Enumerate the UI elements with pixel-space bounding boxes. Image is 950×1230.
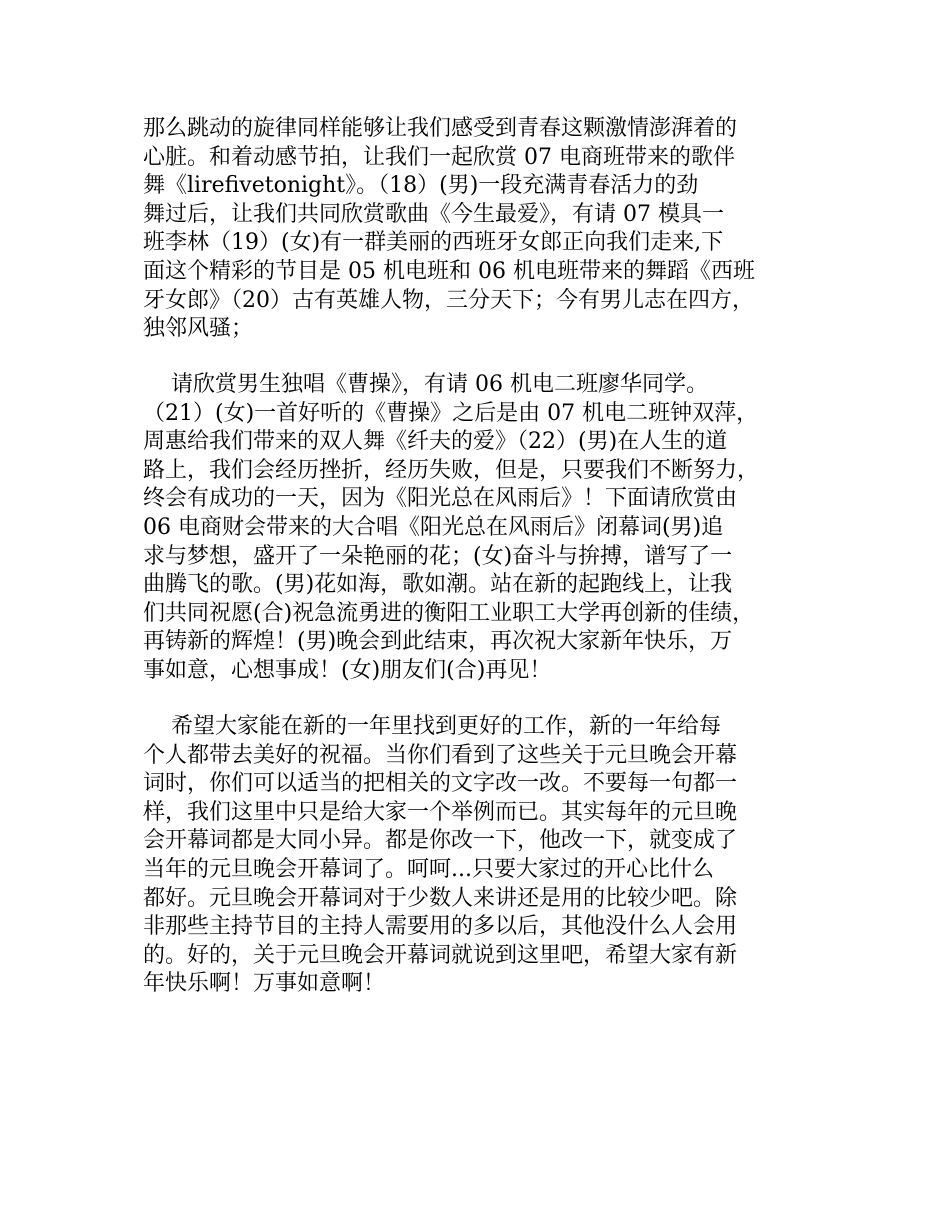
text-line: 那么跳动的旋律同样能够让我们感受到青春这颗激情澎湃着的	[143, 116, 738, 141]
text-line: 牙女郎》（20）古有英雄人物，三分天下；今有男儿志在四方，	[143, 287, 754, 313]
text-line: 们共同祝愿(合)祝急流勇进的衡阳工业职工大学再创新的佳绩，	[143, 600, 755, 626]
text-line: 的。好的，关于元旦晚会开幕词就说到这里吧，希望大家有新	[143, 942, 738, 968]
text-line: 个人都带去美好的祝福。当你们看到了这些关于元旦晚会开幕	[143, 742, 738, 768]
paragraph-2	[143, 371, 828, 686]
text-line: 终会有成功的一天，因为《阳光总在风雨后》！下面请欣赏由	[143, 486, 738, 512]
text-line: 曲腾飞的歌。(男)花如海，歌如潮。站在新的起跑线上，让我	[143, 572, 733, 598]
text-line: 舞过后，让我们共同欣赏歌曲《今生最爱》，有请 07 模具一	[143, 201, 724, 227]
text-line: 路上，我们会经历挫折，经历失败，但是，只要我们不断努力，	[143, 457, 760, 483]
text-line: 周惠给我们带来的双人舞《纤夫的爱》（22）(男)在人生的道	[143, 429, 728, 455]
text-line: 样，我们这里中只是给大家一个举例而已。其实每年的元旦晚	[143, 799, 738, 825]
text-line: 非那些主持节目的主持人需要用的多以后，其他没什么人会用	[143, 914, 738, 940]
paragraph-1	[143, 115, 828, 344]
paragraph-3	[143, 713, 828, 999]
text-line: （21）(女)一首好听的《曹操》之后是由 07 机电二班钟双萍，	[143, 400, 759, 426]
text-line: 面这个精彩的节目是 05 机电班和 06 机电班带来的舞蹈《西班	[143, 258, 755, 284]
text-line: 心脏。和着动感节拍，让我们一起欣赏 07 电商班带来的歌伴	[143, 144, 735, 170]
text-line: 事如意，心想事成！(女)朋友们(合)再见！	[143, 657, 552, 683]
text-line: 当年的元旦晚会开幕词了。呵呵...只要大家过的开心比什么	[143, 856, 714, 882]
text-line: 请欣赏男生独唱《曹操》，有请 06 机电二班廖华同学。	[143, 372, 708, 397]
text-line: 舞《lirefivetonight》。（18）(男)一段充满青春活力的劲	[143, 173, 699, 199]
text-line: 06 电商财会带来的大合唱《阳光总在风雨后》闭幕词(男)追	[143, 514, 724, 540]
text-line: 再铸新的辉煌！(男)晚会到此结束，再次祝大家新年快乐，万	[143, 629, 733, 655]
text-line: 希望大家能在新的一年里找到更好的工作，新的一年给每	[143, 714, 721, 739]
text-line: 班李林（19）(女)有一群美丽的西班牙女郎正向我们走来,下	[143, 230, 724, 256]
text-line: 词时，你们可以适当的把相关的文字改一改。不要每一句都一	[143, 771, 738, 797]
text-line: 都好。元旦晚会开幕词对于少数人来讲还是用的比较少吧。除	[143, 885, 738, 911]
text-line: 会开幕词都是大同小异。都是你改一下，他改一下，就变成了	[143, 828, 738, 854]
text-line: 独邻风骚；	[143, 316, 254, 342]
text-line: 求与梦想，盛开了一朵艳丽的花；(女)奋斗与拚搏，谱写了一	[143, 543, 733, 569]
text-line: 年快乐啊！万事如意啊！	[143, 971, 386, 997]
